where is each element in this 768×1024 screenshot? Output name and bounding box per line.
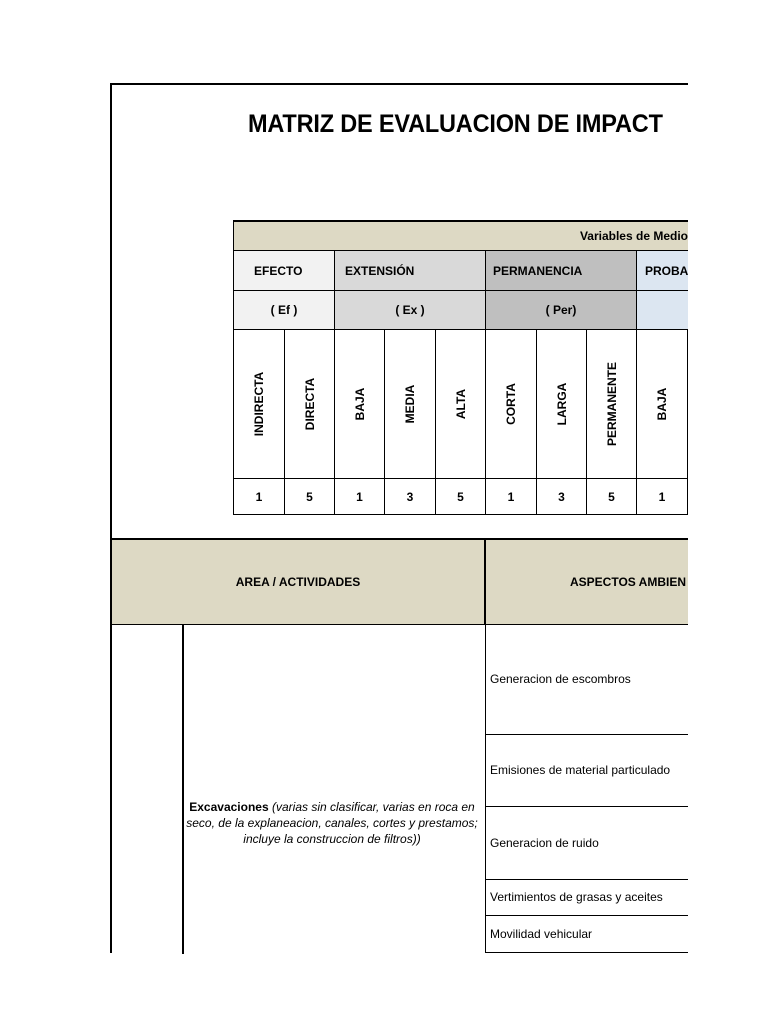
aspect-label: Generacion de escombros <box>490 672 631 686</box>
score-cell: 1 <box>233 478 285 515</box>
aspects-header-label: ASPECTOS AMBIEN <box>570 575 687 589</box>
aspect-label: Generacion de ruido <box>490 835 599 850</box>
aspect-row <box>485 879 706 916</box>
area-activities-label: AREA / ACTIVIDADES <box>235 575 361 589</box>
score-cell: 1 <box>485 478 537 515</box>
variables-header-label: Variables de Medio <box>579 229 688 243</box>
column-label: MEDIA <box>403 384 417 424</box>
score-cell: 3 <box>384 478 436 515</box>
aspects-header <box>486 538 706 625</box>
activity-detail: (varias sin clasificar, varias en roca en seco, de la explaneacion, canales, cortes y prestamos; incluye la construccion de filtros)) <box>186 800 478 846</box>
area-column-divider <box>182 624 184 954</box>
sheet-top-border <box>110 83 768 85</box>
group-permanencia <box>485 250 637 291</box>
column-header-indirecta <box>233 329 285 479</box>
column-header-permanente <box>586 329 637 479</box>
column-label: ALTA <box>453 388 468 420</box>
area-activities-header <box>112 538 486 625</box>
variables-header <box>233 220 703 251</box>
aspect-row <box>485 734 706 807</box>
score-cell: 5 <box>435 478 486 515</box>
aspect-row <box>485 624 706 735</box>
column-header-baja <box>334 329 385 479</box>
score-cell: 1 <box>334 478 385 515</box>
score-cell: 5 <box>284 478 335 515</box>
column-label: BAJA <box>655 387 669 421</box>
column-label: DIRECTA <box>302 377 317 431</box>
column-header-larga <box>536 329 587 479</box>
aspect-label: Emisiones de material particulado <box>490 763 671 777</box>
aspect-label: Vertimientos de grasas y aceites <box>490 890 663 904</box>
abbr-extension <box>334 290 486 330</box>
abbr-permanencia <box>485 290 637 330</box>
column-header-baja-probabilidad <box>636 329 688 479</box>
column-header-directa <box>284 329 335 479</box>
column-label: INDIRECTA <box>252 371 266 437</box>
score-cell: 3 <box>536 478 587 515</box>
aspect-row <box>485 915 706 953</box>
group-probabilidad-label: PROBA <box>645 263 689 278</box>
activity-name: Excavaciones <box>189 800 269 814</box>
column-header-alta <box>435 329 486 479</box>
activity-description <box>186 799 478 847</box>
column-header-corta <box>485 329 537 479</box>
column-label: PERMANENTE <box>604 361 619 447</box>
column-label: BAJA <box>352 387 367 421</box>
column-header-media <box>384 329 436 479</box>
group-permanencia-label: PERMANENCIA <box>493 263 583 278</box>
group-extension <box>334 250 486 291</box>
matrix-title: MATRIZ DE EVALUACION DE IMPACT <box>248 110 663 138</box>
score-cell: 5 <box>586 478 637 515</box>
group-efecto-label: EFECTO <box>254 263 303 278</box>
page-right-margin <box>688 0 768 1024</box>
group-efecto <box>233 250 335 291</box>
abbr-extension-label: ( Ex ) <box>395 303 425 317</box>
column-label: LARGA <box>554 382 569 426</box>
abbr-efecto-label: ( Ef ) <box>270 303 298 317</box>
group-extension-label: EXTENSIÓN <box>345 263 415 278</box>
column-label: CORTA <box>504 383 518 425</box>
aspect-label: Movilidad vehicular <box>490 926 593 941</box>
aspect-row <box>485 806 706 880</box>
sheet-left-border <box>110 83 112 953</box>
score-cell: 1 <box>636 478 688 515</box>
abbr-permanencia-label: ( Per) <box>545 303 577 317</box>
abbr-efecto <box>233 290 335 330</box>
